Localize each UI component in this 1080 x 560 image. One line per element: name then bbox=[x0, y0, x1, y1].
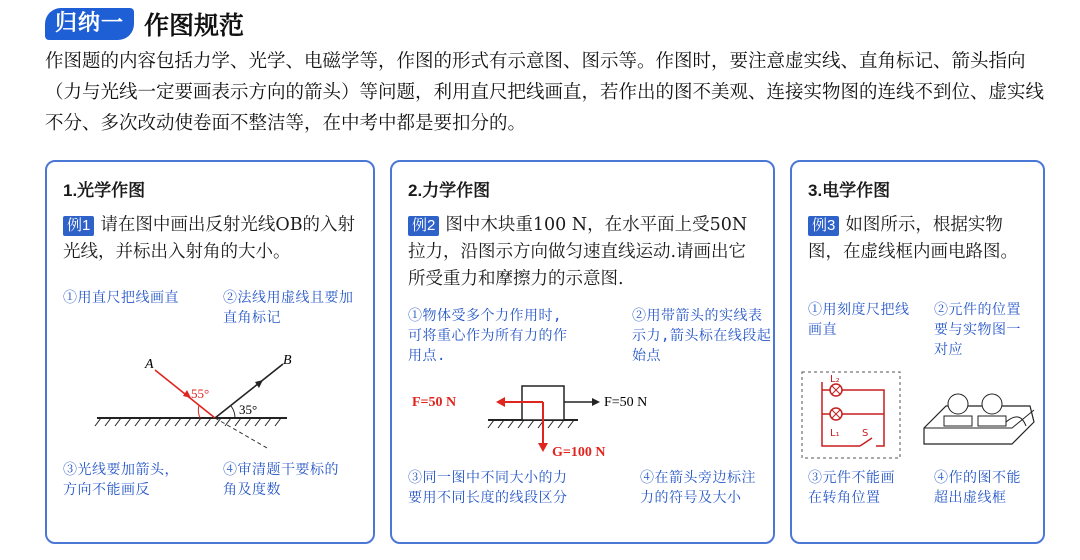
note-2: ②法线用虚线且要加直角标记 bbox=[223, 290, 354, 326]
switch-label: S bbox=[862, 428, 869, 439]
note-1: ①用直尺把线画直 bbox=[63, 290, 179, 306]
note-4: ④在箭头旁边标注力的符号及大小 bbox=[640, 470, 756, 506]
section-header bbox=[45, 6, 244, 42]
friction-label: F=50 N bbox=[412, 395, 457, 410]
example-text bbox=[408, 212, 763, 293]
example-body: 请在图中画出反射光线OB的入射光线，并标出入射角的大小。 bbox=[63, 215, 356, 262]
mechanics-figure bbox=[410, 380, 670, 470]
card-heading: 3.电学作图 bbox=[808, 181, 891, 200]
example-body: 如图所示，根据实物图，在虚线框内画电路图。 bbox=[808, 215, 1018, 262]
example-tag: 例3 bbox=[808, 216, 839, 236]
card-mechanics bbox=[390, 160, 775, 544]
note-4: ④作的图不能超出虚线框 bbox=[934, 470, 1021, 506]
gravity-label: G=100 N bbox=[552, 445, 606, 460]
section-badge: 归纳一 bbox=[45, 8, 134, 40]
example-text bbox=[808, 212, 1033, 266]
example-text bbox=[63, 212, 363, 266]
card-heading: 2.力学作图 bbox=[408, 181, 491, 200]
note-3: ③同一图中不同大小的力要用不同长度的线段区分 bbox=[408, 470, 568, 506]
optics-figure bbox=[87, 352, 327, 452]
card-optics bbox=[45, 160, 375, 544]
note-3: ③元件不能画在转角位置 bbox=[808, 470, 895, 506]
lamp-l1-label: L₁ bbox=[830, 428, 840, 439]
label-b: B bbox=[283, 353, 292, 368]
example-tag: 例1 bbox=[63, 216, 94, 236]
note-4: ④审清题干要标的角及度数 bbox=[223, 462, 339, 498]
label-a: A bbox=[145, 357, 154, 372]
section-title: 作图规范 bbox=[144, 11, 245, 40]
example-tag: 例2 bbox=[408, 216, 439, 236]
lamp-l2-label: L₂ bbox=[830, 374, 840, 385]
physical-board-figure bbox=[916, 388, 1040, 448]
angle-mirror: 35° bbox=[239, 402, 258, 417]
circuit-diagram bbox=[800, 370, 904, 462]
angle-incidence: 55° bbox=[191, 386, 210, 401]
pull-label: F=50 N bbox=[604, 395, 648, 410]
note-2: ②用带箭头的实线表示力,箭头标在线段起始点 bbox=[632, 308, 772, 364]
card-heading: 1.光学作图 bbox=[63, 181, 146, 200]
note-1: ①用刻度尺把线画直 bbox=[808, 302, 910, 338]
note-3: ③光线要加箭头，方向不能画反 bbox=[63, 462, 179, 498]
card-electricity bbox=[790, 160, 1045, 544]
example-body: 图中木块重100 N，在水平面上受50N拉力，沿图示方向做匀速直线运动.请画出它所受重力和摩擦力的示意图. bbox=[408, 215, 748, 289]
note-1: ①物体受多个力作用时,可将重心作为所有力的作用点. bbox=[408, 308, 568, 364]
note-2: ②元件的位置要与实物图一对应 bbox=[934, 302, 1021, 358]
intro-paragraph: 作图题的内容包括力学、光学、电磁学等，作图的形式有示意图、图示等。作图时，要注意虚实线、直角标记、箭头指向（力与光线一定要画表示方向的箭头）等问题，利用直尺把线画直，若作出的图不美观、连接实物图的连线不到位、虚实线不分、多次改动使卷面不整洁等，在中考中都是要扣分的。 bbox=[45, 51, 1045, 134]
